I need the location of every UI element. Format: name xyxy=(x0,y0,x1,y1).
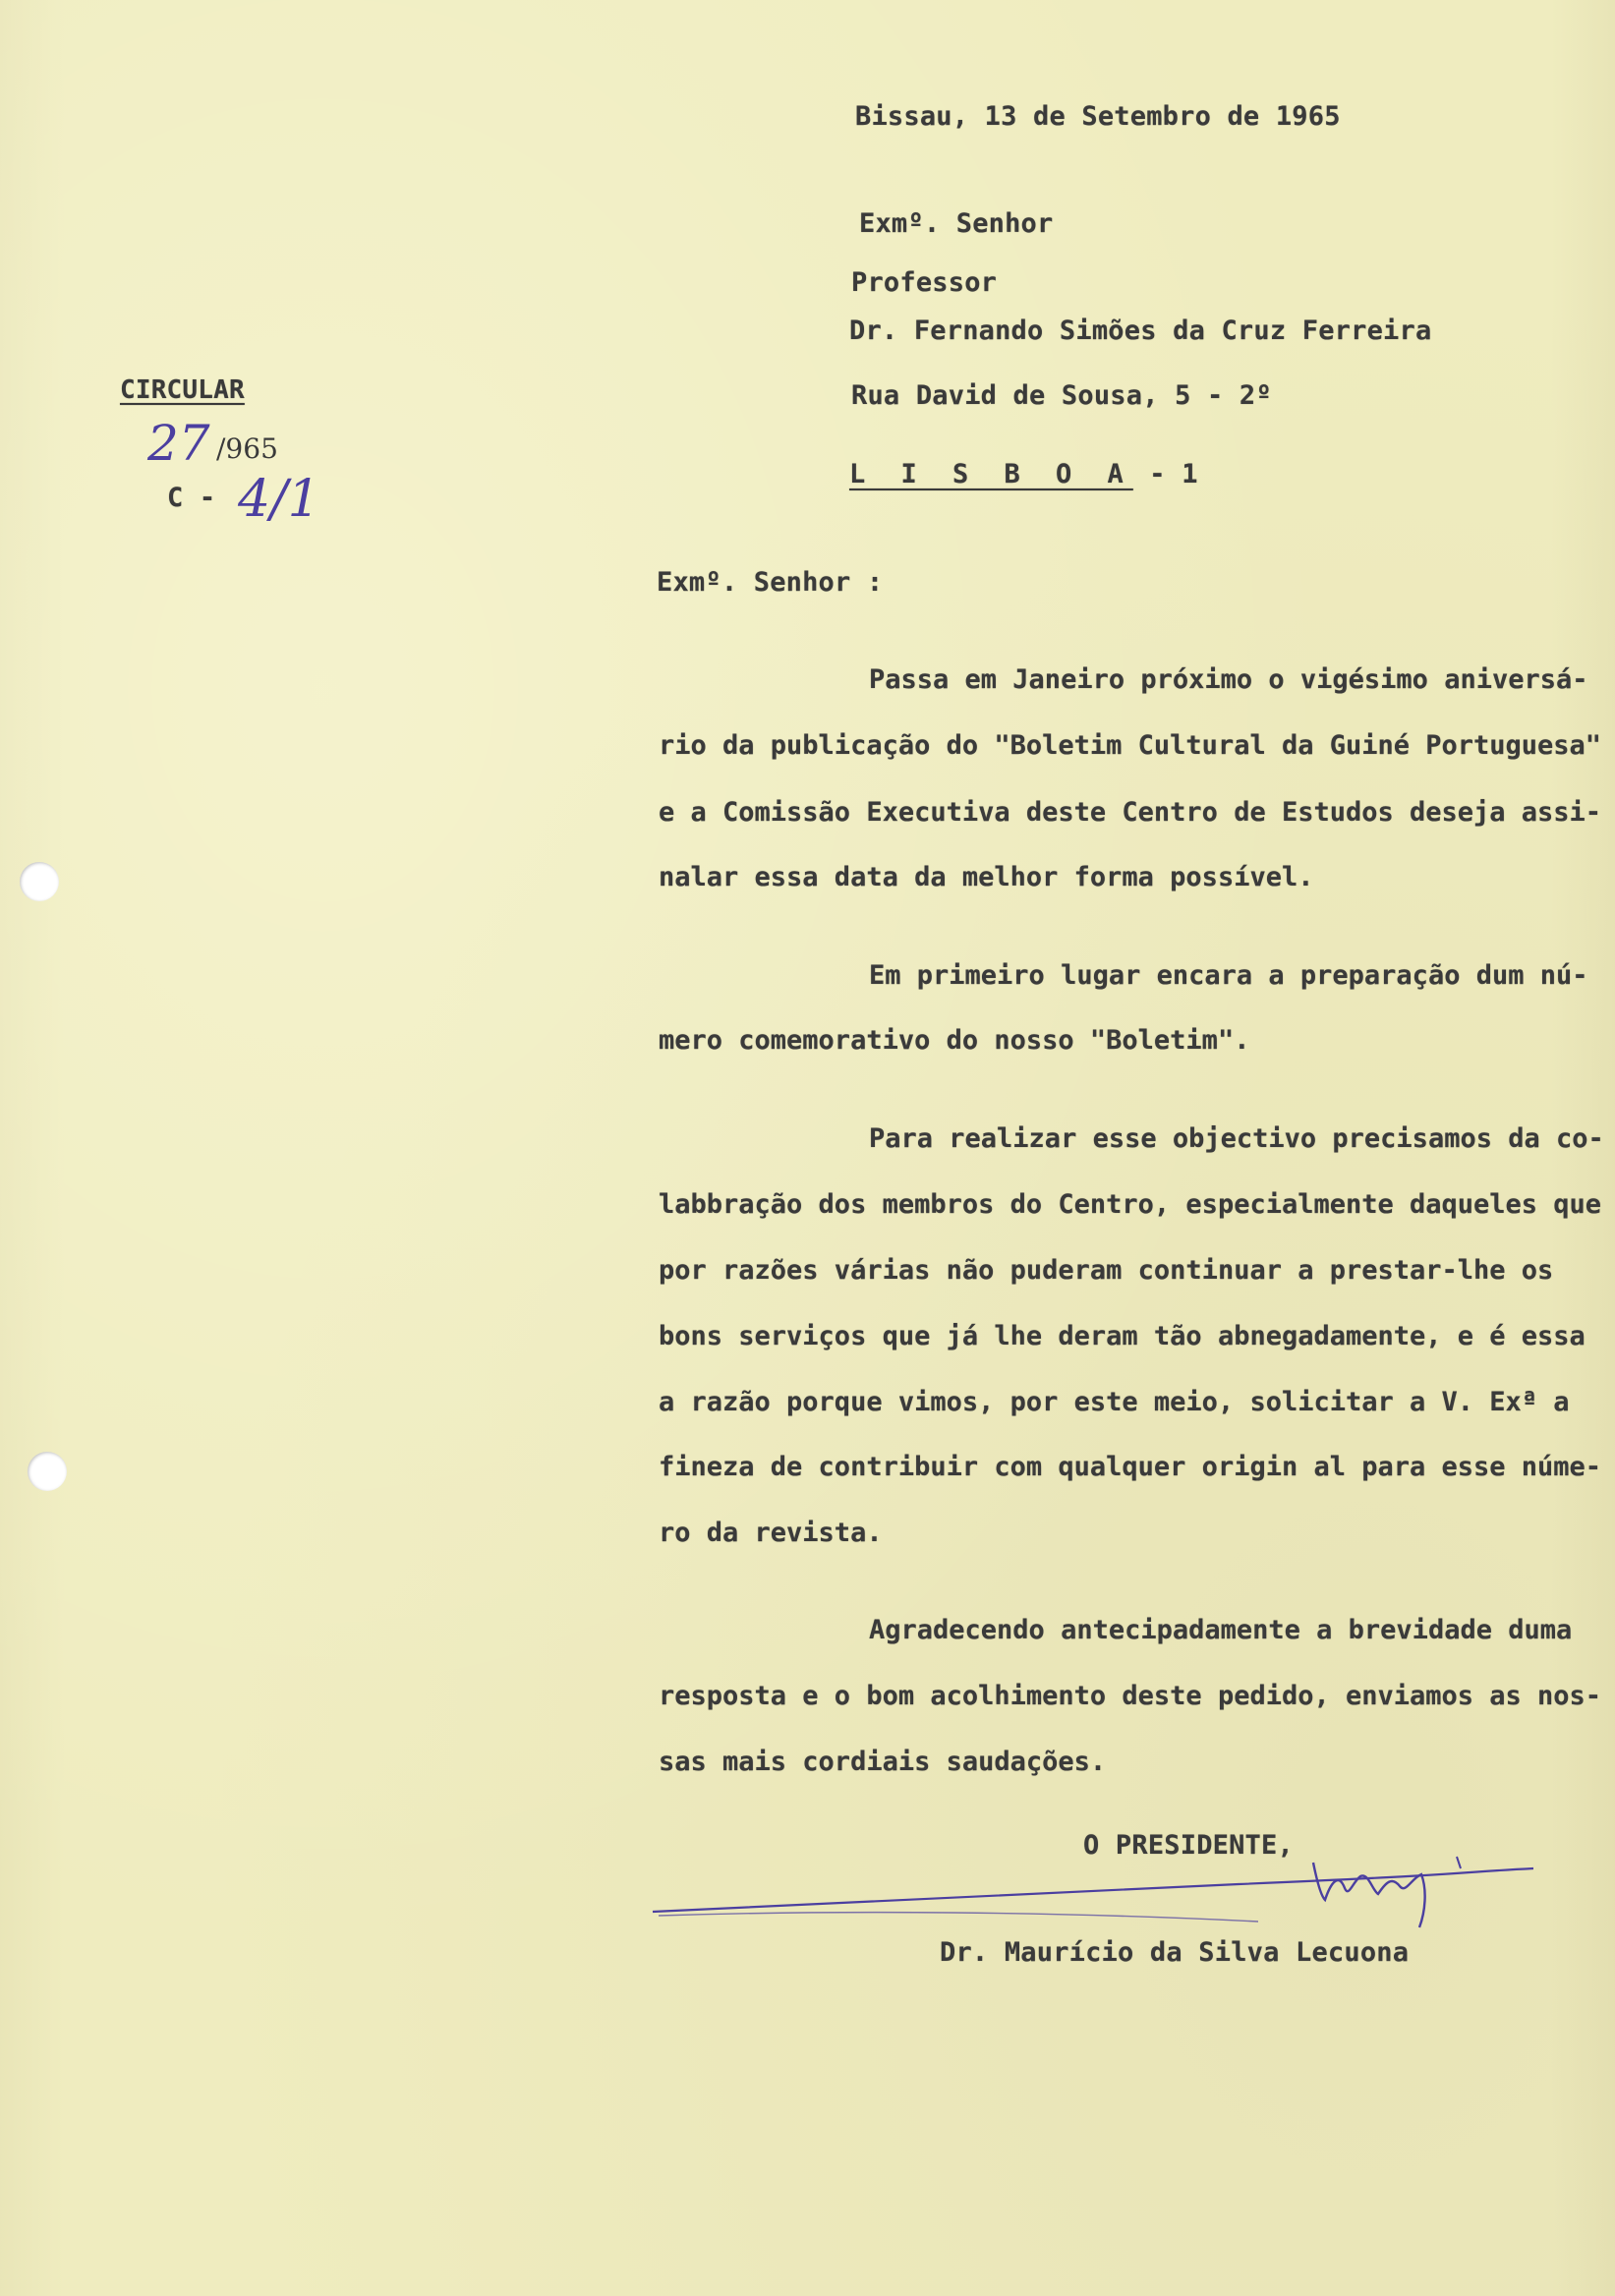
letter-greeting: Exmº. Senhor : xyxy=(657,567,884,598)
punch-hole-bottom xyxy=(28,1452,67,1491)
punch-hole-top xyxy=(20,862,59,901)
recipient-salutation: Exmº. Senhor xyxy=(859,208,1054,239)
letter-date: Bissau, 13 de Setembro de 1965 xyxy=(855,101,1341,132)
paragraph-1-line-2: rio da publicação do "Boletim Cultural da Guiné Portuguesa" xyxy=(659,730,1602,761)
signer-name: Dr. Maurício da Silva Lecuona xyxy=(940,1937,1410,1968)
paragraph-4-line-2: resposta e o bom acolhimento deste pedido, enviamos as nos- xyxy=(659,1681,1602,1711)
circular-year: /965 xyxy=(216,432,278,465)
paragraph-3-line-2: labbração dos membros do Centro, especialmente daqueles que xyxy=(659,1189,1602,1220)
circular-code: 4/1 xyxy=(238,470,320,529)
paragraph-1-line-1: Passa em Janeiro próximo o vigésimo aniversá- xyxy=(869,664,1588,695)
recipient-name: Dr. Fernando Simões da Cruz Ferreira xyxy=(849,316,1432,346)
recipient-city-line xyxy=(849,459,1198,489)
paragraph-3-line-4: bons serviços que já lhe deram tão abnegadamente, e é essa xyxy=(659,1321,1586,1351)
recipient-postal: - 1 xyxy=(1149,459,1198,489)
signature-strokes xyxy=(649,1843,1563,1931)
paragraph-4-line-1: Agradecendo antecipadamente a brevidade duma xyxy=(869,1615,1573,1645)
closing-role: O PRESIDENTE, xyxy=(1083,1830,1294,1861)
recipient-title: Professor xyxy=(851,267,998,298)
signature-underline xyxy=(659,1913,1258,1922)
signature-scribble xyxy=(1313,1863,1425,1927)
paragraph-3-line-3: por razões várias não puderam continuar a prestar-lhe os xyxy=(659,1255,1554,1286)
circular-number: 27 xyxy=(147,415,210,472)
paragraph-4-line-3: sas mais cordiais saudações. xyxy=(659,1747,1107,1777)
paragraph-1-line-3: e a Comissão Executiva deste Centro de Estudos deseja assi- xyxy=(659,797,1602,828)
paragraph-2-line-2: mero comemorativo do nosso "Boletim". xyxy=(659,1025,1250,1056)
recipient-street: Rua David de Sousa, 5 - 2º xyxy=(851,380,1272,411)
circular-label: CIRCULAR xyxy=(120,375,245,405)
paragraph-2-line-1: Em primeiro lugar encara a preparação dum nú- xyxy=(869,960,1588,991)
recipient-city: L I S B O A xyxy=(849,459,1133,489)
paragraph-1-line-4: nalar essa data da melhor forma possível. xyxy=(659,862,1314,892)
signature-line xyxy=(653,1868,1533,1912)
signature-tick xyxy=(1457,1857,1461,1868)
paragraph-3-line-1: Para realizar esse objectivo precisamos da co- xyxy=(869,1123,1604,1154)
paragraph-3-line-7: ro da revista. xyxy=(659,1518,883,1548)
circular-code-prefix: C - xyxy=(167,483,216,513)
paragraph-3-line-6: fineza de contribuir com qualquer origin al para esse núme- xyxy=(659,1452,1602,1482)
paragraph-3-line-5: a razão porque vimos, por este meio, solicitar a V. Exª a xyxy=(659,1387,1570,1417)
